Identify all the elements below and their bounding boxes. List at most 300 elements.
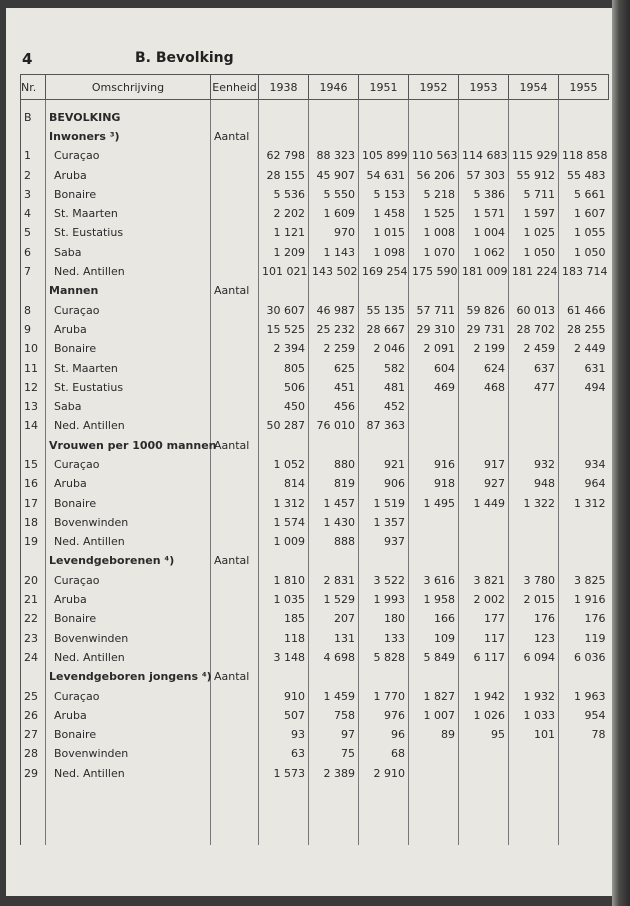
row-description: Ned. Antillen <box>46 532 211 551</box>
row-number <box>21 127 46 146</box>
row-number: 8 <box>21 300 46 319</box>
cell-value <box>459 513 509 532</box>
cell-value <box>409 667 459 686</box>
cell-value: 89 <box>409 725 459 744</box>
cell-value <box>509 513 559 532</box>
cell-value: 1 810 <box>259 571 309 590</box>
row-description: St. Eustatius <box>46 378 211 397</box>
cell-value: 76 010 <box>309 416 359 435</box>
cell-value: 1 098 <box>359 243 409 262</box>
cell-value <box>359 436 409 455</box>
cell-value: 181 224 <box>509 262 559 281</box>
cell-value <box>309 436 359 455</box>
cell-value <box>559 127 609 146</box>
cell-value: 1 993 <box>359 590 409 609</box>
row-unit: Aantal <box>211 127 259 146</box>
cell-value: 604 <box>409 358 459 377</box>
cell-value: 469 <box>409 378 459 397</box>
table-row <box>21 127 609 146</box>
table-row <box>21 474 609 493</box>
row-description: Aruba <box>46 474 211 493</box>
cell-value: 1 525 <box>409 204 459 223</box>
population-table <box>20 74 609 845</box>
table-row <box>21 146 609 165</box>
cell-value: 1 519 <box>359 493 409 512</box>
cell-value: 1 033 <box>509 706 559 725</box>
cell-value <box>459 127 509 146</box>
cell-value <box>559 744 609 763</box>
cell-value <box>459 744 509 763</box>
cell-value: 507 <box>259 706 309 725</box>
row-number: 29 <box>21 764 46 783</box>
row-description: St. Maarten <box>46 358 211 377</box>
cell-value: 805 <box>259 358 309 377</box>
row-description: Aruba <box>46 165 211 184</box>
header-year: 1953 <box>459 75 509 100</box>
cell-value: 88 323 <box>309 146 359 165</box>
cell-value: 78 <box>559 725 609 744</box>
row-description: Vrouwen per 1000 mannen <box>46 436 211 455</box>
row-description: Bonaire <box>46 609 211 628</box>
row-unit <box>211 358 259 377</box>
cell-value: 927 <box>459 474 509 493</box>
cell-value: 15 525 <box>259 320 309 339</box>
cell-value: 1 070 <box>409 243 459 262</box>
cell-value: 96 <box>359 725 409 744</box>
cell-value: 28 255 <box>559 320 609 339</box>
cell-value <box>309 667 359 686</box>
cell-value: 917 <box>459 455 509 474</box>
cell-value: 2 831 <box>309 571 359 590</box>
cell-value: 5 386 <box>459 185 509 204</box>
cell-value: 2 046 <box>359 339 409 358</box>
cell-value <box>459 416 509 435</box>
cell-value: 1 004 <box>459 223 509 242</box>
cell-value: 637 <box>509 358 559 377</box>
cell-value: 1 597 <box>509 204 559 223</box>
cell-value: 2 199 <box>459 339 509 358</box>
table-row <box>21 185 609 204</box>
table-row <box>21 416 609 435</box>
cell-value: 115 929 <box>509 146 559 165</box>
cell-value: 6 036 <box>559 648 609 667</box>
cell-value: 6 117 <box>459 648 509 667</box>
cell-value: 3 616 <box>409 571 459 590</box>
cell-value: 1 025 <box>509 223 559 242</box>
table-row <box>21 493 609 512</box>
row-unit <box>211 706 259 725</box>
cell-value <box>359 667 409 686</box>
row-number: 19 <box>21 532 46 551</box>
cell-value: 1 827 <box>409 686 459 705</box>
cell-value: 932 <box>509 455 559 474</box>
cell-value: 1 209 <box>259 243 309 262</box>
cell-value <box>259 436 309 455</box>
cell-value: 1 009 <box>259 532 309 551</box>
cell-value: 1 121 <box>259 223 309 242</box>
table-row <box>21 686 609 705</box>
cell-value <box>459 281 509 300</box>
cell-value: 1 609 <box>309 204 359 223</box>
cell-value: 29 310 <box>409 320 459 339</box>
cell-value: 61 466 <box>559 300 609 319</box>
header-year: 1946 <box>309 75 359 100</box>
cell-value <box>309 551 359 570</box>
cell-value: 5 711 <box>509 185 559 204</box>
cell-value: 5 153 <box>359 185 409 204</box>
row-unit <box>211 532 259 551</box>
cell-value <box>509 127 559 146</box>
cell-value: 1 942 <box>459 686 509 705</box>
cell-value: 3 148 <box>259 648 309 667</box>
header-year: 1954 <box>509 75 559 100</box>
table-row <box>21 648 609 667</box>
cell-value: 976 <box>359 706 409 725</box>
row-unit <box>211 243 259 262</box>
cell-value: 55 912 <box>509 165 559 184</box>
cell-value: 3 522 <box>359 571 409 590</box>
cell-value <box>409 532 459 551</box>
row-unit <box>211 648 259 667</box>
cell-value <box>559 436 609 455</box>
cell-value: 176 <box>509 609 559 628</box>
cell-value: 6 094 <box>509 648 559 667</box>
row-unit <box>211 571 259 590</box>
table-row <box>21 571 609 590</box>
row-description: Aruba <box>46 320 211 339</box>
row-description: Bonaire <box>46 493 211 512</box>
cell-value <box>509 744 559 763</box>
cell-value: 918 <box>409 474 459 493</box>
cell-value: 28 667 <box>359 320 409 339</box>
table-row <box>21 108 609 127</box>
document-page <box>6 8 612 896</box>
section-title: B. Bevolking <box>135 50 234 66</box>
row-unit <box>211 300 259 319</box>
cell-value: 1 770 <box>359 686 409 705</box>
header-year: 1952 <box>409 75 459 100</box>
cell-value: 114 683 <box>459 146 509 165</box>
cell-value: 631 <box>559 358 609 377</box>
table-row <box>21 243 609 262</box>
cell-value: 101 021 <box>259 262 309 281</box>
cell-value: 169 254 <box>359 262 409 281</box>
cell-value: 185 <box>259 609 309 628</box>
cell-value: 2 459 <box>509 339 559 358</box>
cell-value: 57 303 <box>459 165 509 184</box>
row-unit <box>211 397 259 416</box>
cell-value: 109 <box>409 629 459 648</box>
cell-value: 105 899 <box>359 146 409 165</box>
cell-value: 456 <box>309 397 359 416</box>
row-number: 24 <box>21 648 46 667</box>
row-description: Curaçao <box>46 300 211 319</box>
cell-value: 819 <box>309 474 359 493</box>
row-description: Ned. Antillen <box>46 764 211 783</box>
row-number: 25 <box>21 686 46 705</box>
row-unit <box>211 609 259 628</box>
cell-value: 1 050 <box>559 243 609 262</box>
cell-value: 5 828 <box>359 648 409 667</box>
row-unit <box>211 416 259 435</box>
cell-value <box>559 532 609 551</box>
cell-value: 123 <box>509 629 559 648</box>
cell-value <box>359 551 409 570</box>
cell-value <box>509 532 559 551</box>
cell-value: 477 <box>509 378 559 397</box>
cell-value <box>309 108 359 127</box>
cell-value: 30 607 <box>259 300 309 319</box>
cell-value: 1 457 <box>309 493 359 512</box>
row-description: Curaçao <box>46 571 211 590</box>
table-row <box>21 223 609 242</box>
row-number: 27 <box>21 725 46 744</box>
table-row <box>21 590 609 609</box>
row-unit <box>211 590 259 609</box>
row-unit <box>211 474 259 493</box>
table-row <box>21 165 609 184</box>
cell-value <box>459 667 509 686</box>
header-unit: Eenheid <box>211 75 259 100</box>
table-row <box>21 609 609 628</box>
cell-value: 964 <box>559 474 609 493</box>
header-year: 1951 <box>359 75 409 100</box>
row-number <box>21 667 46 686</box>
row-unit <box>211 725 259 744</box>
table-row <box>21 551 609 570</box>
cell-value: 948 <box>509 474 559 493</box>
row-number: 5 <box>21 223 46 242</box>
row-description: Aruba <box>46 590 211 609</box>
row-number: 18 <box>21 513 46 532</box>
cell-value: 176 <box>559 609 609 628</box>
table-row <box>21 532 609 551</box>
cell-value <box>509 436 559 455</box>
cell-value: 118 <box>259 629 309 648</box>
cell-value: 45 907 <box>309 165 359 184</box>
row-number <box>21 281 46 300</box>
table-row <box>21 436 609 455</box>
cell-value: 175 590 <box>409 262 459 281</box>
page-number: 4 <box>22 50 33 68</box>
row-unit: Aantal <box>211 667 259 686</box>
cell-value: 1 963 <box>559 686 609 705</box>
cell-value <box>409 108 459 127</box>
cell-value: 118 858 <box>559 146 609 165</box>
cell-value: 2 394 <box>259 339 309 358</box>
cell-value: 95 <box>459 725 509 744</box>
row-unit <box>211 223 259 242</box>
cell-value: 183 714 <box>559 262 609 281</box>
table-row <box>21 629 609 648</box>
table-row <box>21 455 609 474</box>
row-number: 20 <box>21 571 46 590</box>
table-row <box>21 320 609 339</box>
cell-value: 57 711 <box>409 300 459 319</box>
row-unit <box>211 493 259 512</box>
cell-value: 624 <box>459 358 509 377</box>
cell-value <box>459 436 509 455</box>
row-description: Ned. Antillen <box>46 416 211 435</box>
row-description: Aruba <box>46 706 211 725</box>
cell-value: 1 312 <box>259 493 309 512</box>
row-unit <box>211 686 259 705</box>
cell-value: 814 <box>259 474 309 493</box>
cell-value <box>309 127 359 146</box>
binding-edge <box>612 0 630 906</box>
cell-value: 1 495 <box>409 493 459 512</box>
cell-value <box>509 764 559 783</box>
cell-value: 937 <box>359 532 409 551</box>
cell-value: 1 055 <box>559 223 609 242</box>
row-description: BEVOLKING <box>46 108 211 127</box>
cell-value <box>459 532 509 551</box>
cell-value: 143 502 <box>309 262 359 281</box>
table-row <box>21 706 609 725</box>
cell-value <box>409 764 459 783</box>
row-unit <box>211 629 259 648</box>
row-number: 4 <box>21 204 46 223</box>
row-unit <box>211 320 259 339</box>
cell-value: 1 312 <box>559 493 609 512</box>
cell-value: 46 987 <box>309 300 359 319</box>
cell-value <box>559 551 609 570</box>
cell-value: 1 143 <box>309 243 359 262</box>
cell-value: 63 <box>259 744 309 763</box>
cell-value: 625 <box>309 358 359 377</box>
cell-value <box>259 551 309 570</box>
cell-value <box>509 108 559 127</box>
cell-value: 1 035 <box>259 590 309 609</box>
cell-value: 5 661 <box>559 185 609 204</box>
cell-value <box>309 281 359 300</box>
cell-value <box>409 416 459 435</box>
cell-value: 2 202 <box>259 204 309 223</box>
table-row <box>21 764 609 783</box>
cell-value: 180 <box>359 609 409 628</box>
row-number: 16 <box>21 474 46 493</box>
row-number: 7 <box>21 262 46 281</box>
cell-value: 119 <box>559 629 609 648</box>
header-description: Omschrijving <box>46 75 211 100</box>
cell-value: 5 536 <box>259 185 309 204</box>
cell-value: 5 849 <box>409 648 459 667</box>
cell-value: 451 <box>309 378 359 397</box>
row-number: 28 <box>21 744 46 763</box>
cell-value: 2 910 <box>359 764 409 783</box>
cell-value: 1 050 <box>509 243 559 262</box>
row-description: Saba <box>46 243 211 262</box>
blank-row <box>21 783 609 845</box>
cell-value: 2 002 <box>459 590 509 609</box>
row-unit <box>211 378 259 397</box>
cell-value: 1 916 <box>559 590 609 609</box>
table-row <box>21 281 609 300</box>
table-row <box>21 513 609 532</box>
header-year: 1938 <box>259 75 309 100</box>
cell-value: 2 091 <box>409 339 459 358</box>
row-description: Ned. Antillen <box>46 648 211 667</box>
cell-value: 28 155 <box>259 165 309 184</box>
row-description: Bonaire <box>46 185 211 204</box>
cell-value: 1 449 <box>459 493 509 512</box>
cell-value: 1 322 <box>509 493 559 512</box>
cell-value: 1 052 <box>259 455 309 474</box>
cell-value: 59 826 <box>459 300 509 319</box>
table-row <box>21 378 609 397</box>
cell-value: 2 389 <box>309 764 359 783</box>
cell-value <box>409 744 459 763</box>
row-description: Curaçao <box>46 686 211 705</box>
cell-value <box>559 281 609 300</box>
row-number: 26 <box>21 706 46 725</box>
cell-value: 1 007 <box>409 706 459 725</box>
header-year: 1955 <box>559 75 609 100</box>
cell-value: 166 <box>409 609 459 628</box>
cell-value: 1 607 <box>559 204 609 223</box>
cell-value <box>559 513 609 532</box>
cell-value <box>259 281 309 300</box>
table-row <box>21 300 609 319</box>
row-description: St. Eustatius <box>46 223 211 242</box>
cell-value: 50 287 <box>259 416 309 435</box>
cell-value: 117 <box>459 629 509 648</box>
cell-value: 3 825 <box>559 571 609 590</box>
row-unit: Aantal <box>211 436 259 455</box>
row-unit <box>211 165 259 184</box>
row-number <box>21 551 46 570</box>
row-description: Curaçao <box>46 146 211 165</box>
cell-value: 1 015 <box>359 223 409 242</box>
cell-value: 880 <box>309 455 359 474</box>
row-description: Curaçao <box>46 455 211 474</box>
spacer-row <box>21 100 609 108</box>
table-row <box>21 204 609 223</box>
cell-value: 1 430 <box>309 513 359 532</box>
row-description: Bovenwinden <box>46 629 211 648</box>
cell-value <box>409 127 459 146</box>
cell-value: 916 <box>409 455 459 474</box>
cell-value: 181 009 <box>459 262 509 281</box>
row-number: 14 <box>21 416 46 435</box>
cell-value: 910 <box>259 686 309 705</box>
cell-value: 582 <box>359 358 409 377</box>
row-description: Levendgeborenen ⁴) <box>46 551 211 570</box>
cell-value: 87 363 <box>359 416 409 435</box>
row-description: St. Maarten <box>46 204 211 223</box>
cell-value: 68 <box>359 744 409 763</box>
row-description: Bovenwinden <box>46 513 211 532</box>
row-unit: Aantal <box>211 551 259 570</box>
cell-value: 177 <box>459 609 509 628</box>
cell-value <box>459 397 509 416</box>
table-row <box>21 262 609 281</box>
cell-value <box>259 108 309 127</box>
row-description: Ned. Antillen <box>46 262 211 281</box>
cell-value <box>509 667 559 686</box>
row-description: Mannen <box>46 281 211 300</box>
cell-value: 4 698 <box>309 648 359 667</box>
table-row <box>21 339 609 358</box>
cell-value: 1 062 <box>459 243 509 262</box>
cell-value: 1 459 <box>309 686 359 705</box>
cell-value: 1 932 <box>509 686 559 705</box>
row-number: 17 <box>21 493 46 512</box>
cell-value <box>409 281 459 300</box>
row-description: Levendgeboren jongens ⁴) <box>46 667 211 686</box>
row-number: B <box>21 108 46 127</box>
cell-value: 56 206 <box>409 165 459 184</box>
